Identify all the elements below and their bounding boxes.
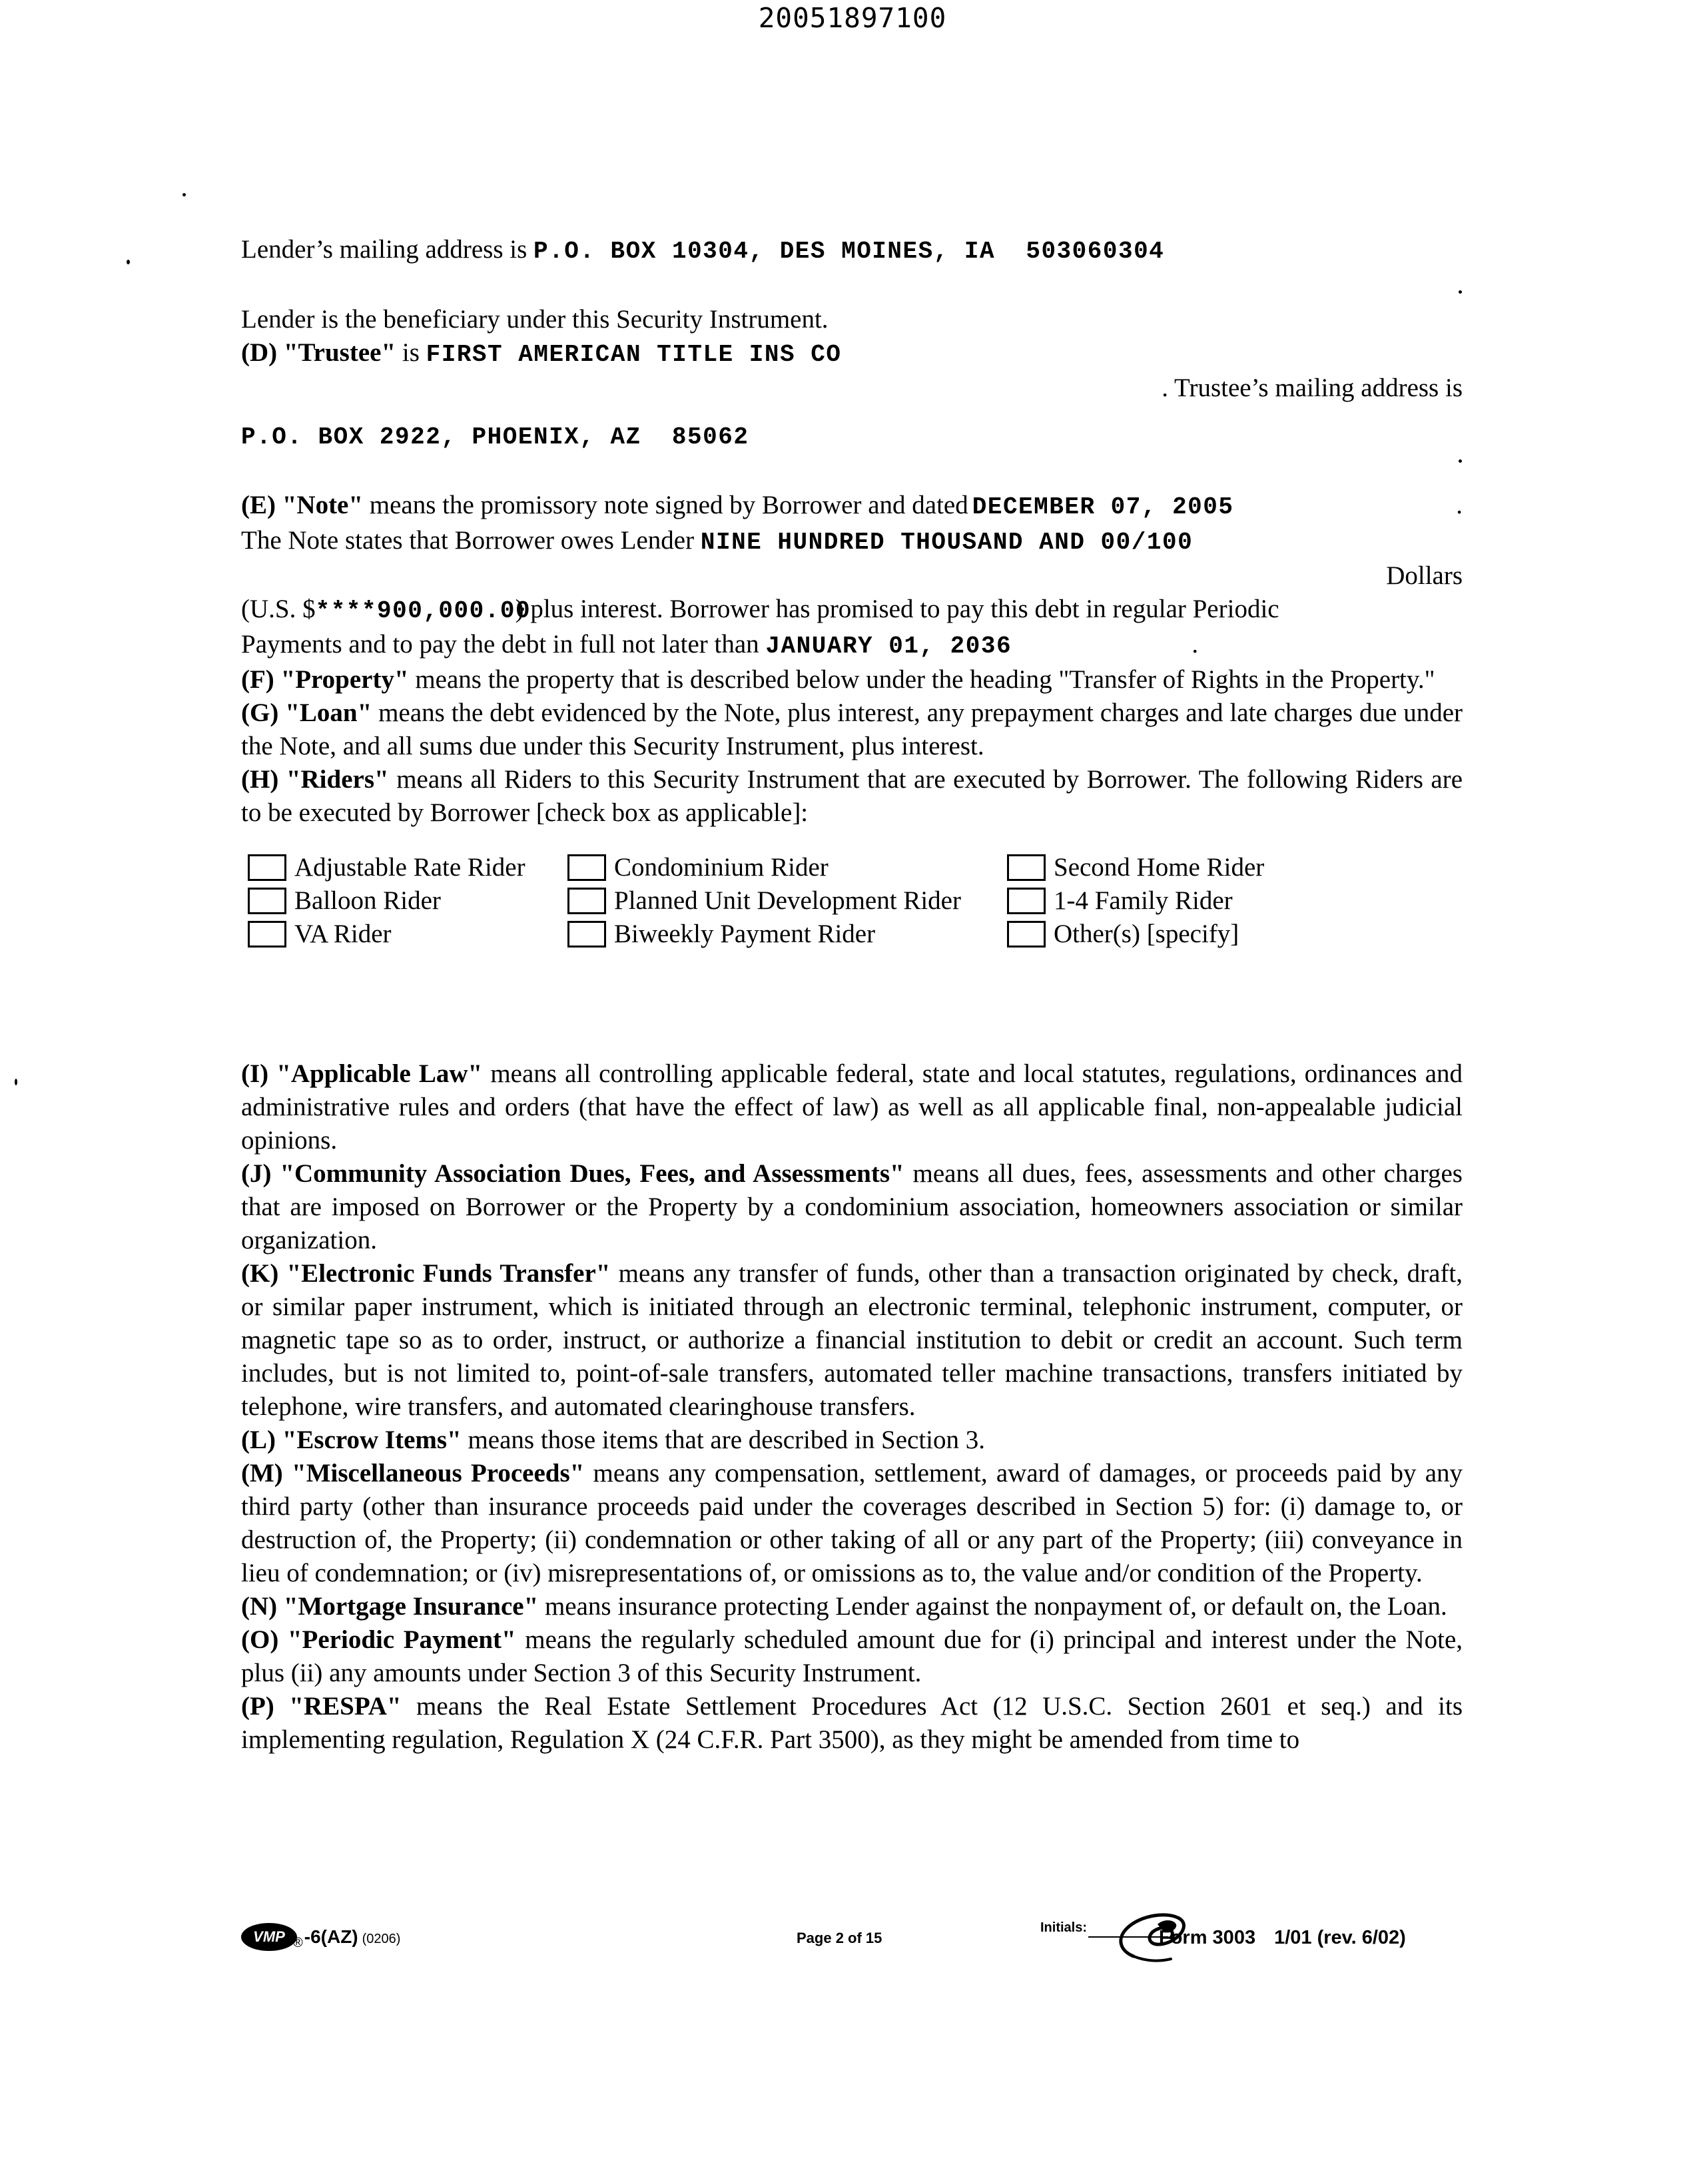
riders-checklist [248,851,1463,951]
rider-label: Planned Unit Development Rider [614,886,961,915]
rider-va[interactable] [248,918,567,951]
rider-checkbox[interactable] [1007,854,1046,881]
definition-term: "Mortgage Insurance" [283,1592,539,1621]
document-number: 20051897100 [758,2,947,34]
definition-text: means those items that are described in Section 3. [468,1426,986,1454]
page-footer [241,1920,1463,1976]
rider-other[interactable] [1007,918,1287,951]
rider-checkbox[interactable] [567,921,606,948]
initials-label: Initials: [1040,1920,1088,1935]
definition-term: "Applicable Law" [276,1059,483,1088]
definition-item [241,1424,1463,1457]
trustee-is: is [402,338,420,367]
definition-term: "Miscellaneous Proceeds" [292,1459,585,1488]
trustee-address: P.O. BOX 2922, PHOENIX, AZ 85062 [241,423,749,451]
definition-text: means all dues, fees, assessments and other charges that are imposed on Borrower or the Property by a condominium association, homeowners association or similar organization. [241,1159,1463,1254]
definition-item [241,1590,1463,1623]
rider-checkbox[interactable] [248,888,286,914]
form-name-text: Form 3003 [1159,1927,1256,1948]
rider-second-home[interactable] [1007,851,1287,884]
definition-text: means all controlling applicable federal, state and local statutes, regulations, ordinances and administrative rules and orders (that have the effect of law) as well as all applicable final, non-appealable judicial opinions. [241,1059,1463,1155]
note-letter: (E) [241,491,276,519]
rider-checkbox[interactable] [248,921,286,948]
rider-label: Biweekly Payment Rider [614,920,876,948]
page-number: Page 2 of 15 [797,1930,882,1946]
definition-text: means all Riders to this Security Instrument that are executed by Borrower. The following Riders are to be executed by Borrower [check box as applicable]: [241,765,1463,827]
note-amount-words: NINE HUNDRED THOUSAND AND 00/100 [700,529,1194,556]
lender-address-value: P.O. BOX 10304, DES MOINES, IA 503060304 [533,238,1165,265]
vmp-logo-group [241,1923,400,1951]
rider-label: Balloon Rider [294,886,441,915]
definition-letter: (I) [241,1059,269,1088]
trustee-line [241,336,1463,372]
note-interest-text: ) plus interest. Borrower has promised to pay this debt in regular Periodic [515,595,1279,623]
note-owes-line [241,524,1463,559]
definition-letter: (N) [241,1592,278,1621]
definition-letter: (J) [241,1159,272,1188]
note-owes-text: The Note states that Borrower owes Lender [241,526,695,555]
trustee-letter: (D) [241,338,278,367]
definition-term: "RESPA" [289,1692,402,1721]
rider-label: Second Home Rider [1054,853,1265,882]
definition-item [241,1257,1463,1424]
definition-item [241,1057,1463,1157]
definition-text: means the property that is described below under the heading "Transfer of Rights in the Property." [415,665,1435,694]
beneficiary-line: Lender is the beneficiary under this Security Instrument. [241,305,829,334]
rider-checkbox[interactable] [1007,888,1046,914]
note-date-end: . [1456,491,1463,519]
note-dollars: Dollars [1386,561,1463,590]
definition-term: "Periodic Payment" [287,1625,516,1654]
definition-item [241,663,1463,696]
definition-letter: (M) [241,1459,283,1488]
lender-address-label: Lender’s mailing address is [241,235,527,264]
note-payments-line [241,628,1463,663]
registered-mark: ® [293,1936,303,1950]
definition-item [241,696,1463,763]
rider-label: VA Rider [294,920,392,948]
definition-letter: (K) [241,1259,279,1288]
note-us-prefix: (U.S. $ [241,595,316,623]
definition-item [241,763,1463,830]
definition-text: means insurance protecting Lender against the nonpayment of, or default on, the Loan. [544,1592,1447,1621]
document-body [241,233,1463,1757]
note-maturity-end: . [1192,630,1199,659]
note-payments-text: Payments and to pay the debt in full not later than [241,630,759,659]
rider-planned-unit-development[interactable] [567,884,1007,918]
rider-label: 1-4 Family Rider [1054,886,1233,915]
trustee-term: "Trustee" [283,338,396,367]
definition-text: means the regularly scheduled amount due for (i) principal and interest under the Note, plus (ii) any amounts under Section 3 of this Security Instrument. [241,1625,1463,1687]
definition-letter: (F) [241,665,274,694]
trustee-name: FIRST AMERICAN TITLE INS CO [426,341,842,368]
definition-letter: (G) [241,698,279,727]
definition-letter: (H) [241,765,279,794]
note-amount: ****900,000.00 [315,597,531,625]
definition-letter: (L) [241,1426,276,1454]
note-term: "Note" [282,491,364,519]
rider-checkbox[interactable] [248,854,286,881]
note-text: means the promissory note signed by Borrower and dated [369,491,968,519]
definition-item [241,1157,1463,1257]
scan-speck [127,260,130,264]
trustee-address-label: . Trustee’s mailing address is [1162,374,1463,402]
definition-item [241,1457,1463,1590]
definition-term: "Electronic Funds Transfer" [286,1259,611,1288]
definition-letter: (O) [241,1625,279,1654]
scan-speck [182,193,186,196]
rider-label: Other(s) [specify] [1054,920,1239,948]
rider-label: Condominium Rider [614,853,829,882]
definition-term: "Loan" [285,698,372,727]
definition-text: means the Real Estate Settlement Procedures Act (12 U.S.C. Section 2601 et seq.) and its implementing regulation, Regulation X (24 C.F.R. Part 3500), as they might be amended from time to [241,1692,1463,1754]
definition-term: "Riders" [286,765,389,794]
rider-condominium[interactable] [567,851,1007,884]
definition-text: means any compensation, settlement, award of damages, or proceeds paid by any third party (other than insurance proceeds paid under the coverages described in Section 5) for: (i) damage to, or destruction of, the Property; (ii) condemnation or other taking of all or any part of the Property; (iii) conveyance in lieu of condemnation; or (iv) misrepresentations of, or omissions as to, the value and/or condition of the Property. [241,1459,1463,1587]
definition-letter: (P) [241,1692,274,1721]
definition-term: "Property" [280,665,409,694]
definition-text: means any transfer of funds, other than a transaction originated by check, draft, or similar paper instrument, which is initiated through an electronic terminal, telephonic instrument, computer, or magnetic tape so as to order, instruct, or authorize a financial institution to debit or credit an account. Such term includes, but is not limited to, point-of-sale transfers, automated teller machine transactions, transfers initiated by telephone, wire transfers, and automated clearinghouse transfers. [241,1259,1463,1421]
definition-term: "Community Association Dues, Fees, and Assessments" [280,1159,904,1188]
note-amount-line [241,593,1463,628]
form-name [1159,1927,1406,1949]
rider-balloon[interactable] [248,884,567,918]
initials-area [1040,1904,1467,1978]
rider-label: Adjustable Rate Rider [294,853,525,882]
rider-biweekly-payment[interactable] [567,918,1007,951]
rider-checkbox[interactable] [567,888,606,914]
rider-adjustable-rate[interactable] [248,851,567,884]
scan-speck [15,1079,17,1085]
form-date: 1/01 (rev. 6/02) [1274,1927,1406,1948]
note-date: DECEMBER 07, 2005 [972,493,1234,521]
lender-address-line [241,233,1463,268]
rider-checkbox[interactable] [1007,921,1046,948]
form-code-small: (0206) [362,1932,401,1946]
note-maturity-date: JANUARY 01, 2036 [765,633,1012,660]
vmp-logo: VMP [241,1923,297,1951]
rider-checkbox[interactable] [567,854,606,881]
form-code: -6(AZ) (0206) [304,1926,401,1947]
definition-item [241,1690,1463,1757]
definition-item [241,1623,1463,1690]
note-line [241,489,1463,524]
definition-text: means the debt evidenced by the Note, plus interest, any prepayment charges and late charges due under the Note, and all sums due under this Security Instrument, plus interest. [241,698,1463,760]
rider-1-4-family[interactable] [1007,884,1287,918]
definition-term: "Escrow Items" [282,1426,462,1454]
